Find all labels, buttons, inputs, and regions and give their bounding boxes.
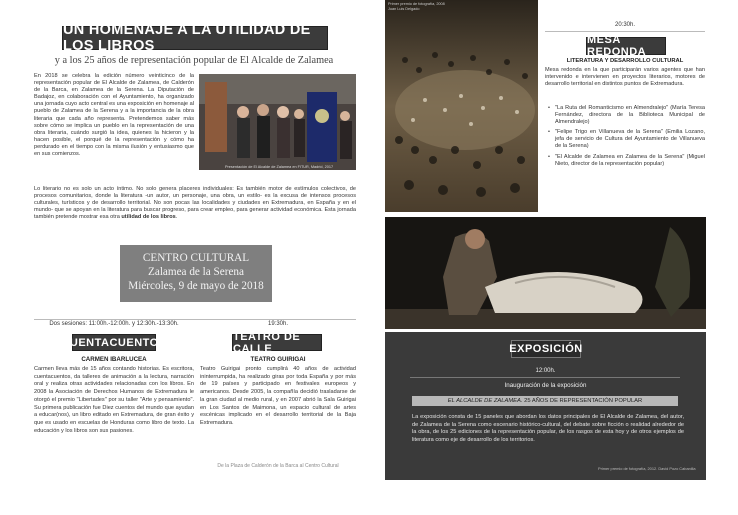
cuentacuentos-text: Carmen lleva más de 15 años contando historias. Es escritora, cuentacuentos, da talleres de animación a la lectura, narración oral y realiza otras actividades relacionadas con los libros. En 2008 la Asociación de Derechos Humanos de Extremadura le otorgó el premio "Libertades" por su taller "Arte y pensamiento". Su primera publicación fue Diez cuentos del mundo que ayudan a educar(nos), un libro editado en Extremadura, de gran éxito y que es usado en escuelas de Honduras como libro de texto. La educación y los libros son sus pasiones. [34,366,194,434]
mesa-item: • "Felipe Trigo en Villanueva de la Serena" (Emilia Lozano, jefa de servicio de Cultura del Ayuntamiento de Villanueva de la Serena) [548,129,705,150]
lead-text-end: . [175,214,178,221]
exposicion-credit: Primer premio de fotografía, 2012. David Pozo Cabanilla [598,466,696,471]
mesa-list [548,105,705,171]
teatro-route: De la Plaza de Calderón de la Barca al Centro Cultural [217,463,339,469]
crowd-photo [385,0,538,212]
mesa-item: • "El Alcalde de Zalamea en Zalamea de la Serena" (Miguel Nieto, director de la representación popular) [548,154,705,168]
mesa-banner-label: MESA REDONDA [587,34,647,58]
mesa-heading: LITERATURA Y DESARROLLO CULTURAL [566,58,684,64]
main-title: UN HOMENAJE A LA UTILIDAD DE LOS LIBROS [63,22,311,54]
exposicion-time-rule [410,377,680,378]
crowd-photo-image [385,0,538,212]
venue-line3: Miércoles, 9 de mayo de 2018 [128,280,264,292]
divider-left [34,319,356,320]
exposicion-banner [511,340,581,358]
venue-box [120,245,272,302]
subtitle: y a los 25 años de representación popular de El Alcalde de Zalamea [54,55,334,66]
theater-photo-image [385,217,706,329]
venue-line2: Zalamea de la Serena [148,266,244,278]
crowd-photo-caption-2: Juan Luis Delgado [388,7,420,11]
teatro-banner-label: TEATRO DE CALLE [233,330,301,355]
teatro-name: TEATRO GUIRIGAI [250,356,306,363]
lead-paragraph [34,186,356,221]
cuentacuentos-banner-label: CUENTACUENTOS [61,336,167,349]
venue-line1: CENTRO CULTURAL [142,252,250,264]
teatro-time: 19:30h. [267,321,289,327]
fitur-photo [199,74,356,170]
exposicion-time: 12:00h. [535,368,556,374]
exposicion-heading: Inauguración de la exposición [504,382,587,389]
teatro-banner [232,330,322,355]
lead-text: Lo literario no es solo un acto íntimo. No solo genera placeres individuales: Es también motor de estímulos colectivos, de procesos comunitarios, donde la literatura -un autor, un personaje, una obra, un estilo- es la excusa de intensos procesos culturales, turísticos y de desarrollo territorial. No son pocas las localidades y ciudades en Extremadura, en España y en el mundo- que se apoyan en la literatura para buscar progreso, para crear empleo, para generar actividad económica. Esta jornada también pretende mostrar esa otra [34,186,356,221]
theater-photo [385,217,706,329]
cuentacuentos-time: Dos sesiones: 11:00h.-12:00h. y 12:30h.-13:30h. [49,321,179,327]
lead-text-bold: utilidad de los libros [121,214,176,221]
exposicion-text: La exposición consta de 15 paneles que abordan los datos principales de El Alcalde de Zalamea, del autor, de Zalamea de la Serena como escenario histórico-cultural, del debate sobre ficción o realidad alrededor de la obra, de los 25 ediciones de la representación popular, de los rasgos de esta hoy y de otros ejemplos de literatura como eje de desarrollo de los territorios. [412,414,684,443]
exposicion-title-bar [412,396,678,406]
cuentacuentos-name: CARMEN IBARLUCEA [81,356,147,363]
crowd-photo-caption-1: Primer premio de fotografía, 2008 [388,2,445,6]
mesa-text: Mesa redonda en la que participarán varios agentes que han intervenido e intervienen en proyectos literarios, motores de desarrollo territorial en distintos puntos de Extremadura. [545,67,705,88]
main-title-banner [62,22,328,54]
cuentacuentos-banner [61,334,167,351]
exposicion-banner-label: EXPOSICIÓN [509,343,583,355]
fitur-photo-image [199,74,356,170]
mesa-time: 20:30h. [545,22,705,32]
exposicion-title-italic: EL ALCALDE DE ZALAMEA [447,398,521,404]
mesa-banner [586,34,666,58]
exposicion-title-rest: . 25 AÑOS DE REPRESENTACIÓN POPULAR [520,398,643,404]
fitur-photo-caption: Presentación de El Alcalde de Zalamea en FITUR, Madrid, 2017 [225,165,334,169]
intro-text: En 2018 se celebra la edición número veinticinco de la representación popular de El Alcalde de Zalamea, de Calderón de la Barca, en Zalamea de la Serena. La Diputación de Badajoz, en colaboración con el Ayuntamiento, ha organizado una jornada cuyo acto central es una exposición en homenaje al pueblo de Zalamea de la Serena y a la importancia de la obra literaria que cada año representa. Pretendemos saber más sobre cómo se implica un pueblo en la representación de una obra literaria, cuándo surgió la idea, quienes la hicieron y la hacen posible, el porqué de la representación y cómo ha perdurado en el tiempo con la misma ilusión y entusiasmo que en sus comienzos. [34,73,194,158]
mesa-item: • "La Ruta del Romanticismo en Almendralejo" (María Teresa Fernández, directora de la Biblioteca Municipal de Almendralejo) [548,105,705,126]
teatro-text: Teatro Guirigai pronto cumplirá 40 años de actividad ininterrumpida, ha realizado giras por toda España y por más de 19 países y participado en festivales europeos y americanos. Desde 2005, la compañía decidió trasladarse de la gran ciudad al medio rural, y en 2007 abrió la Sala Guirigai en Los Santos de Maimona, un espacio cultural de artes escénicas implicado en el desarrollo territorial de la Baja Extremadura. [200,366,356,426]
